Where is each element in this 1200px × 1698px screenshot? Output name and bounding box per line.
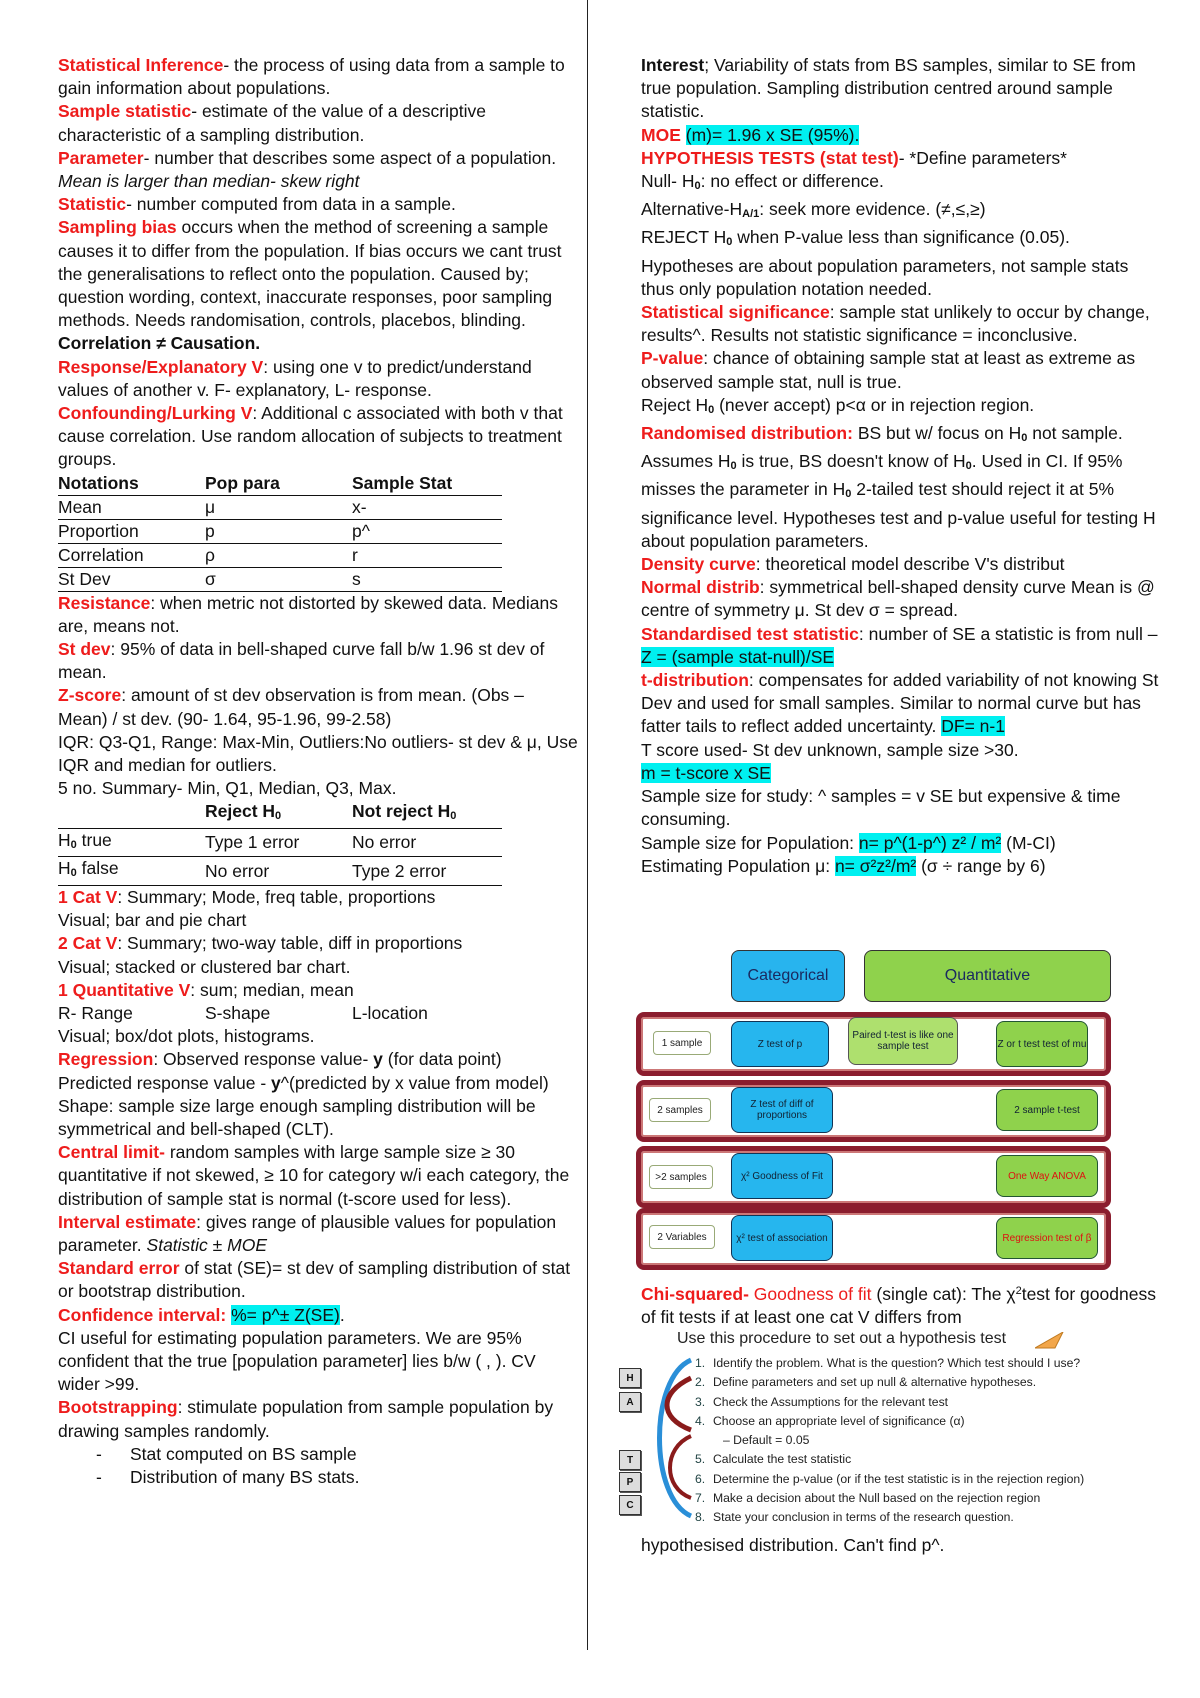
categorical-header: Categorical — [731, 950, 845, 1002]
definition-chi-squared: Chi-squared- Goodness of fit (single cat): The $\chi^2test$ for goodness of fit tests if at least one cat V differs from — [641, 1284, 1156, 1328]
definition-interest: Interest; Variability of stats from BS samples, similar to SE from true population. Sampling distribution centred around sample statistic. — [641, 55, 1136, 122]
bootstrapping-list — [58, 1443, 578, 1489]
definition-statistic: Statistic- number computed from data in a sample. — [58, 194, 456, 215]
row-label: 2 Variables — [649, 1225, 715, 1249]
letter-p-icon: P — [619, 1472, 641, 1492]
table-header-row — [58, 472, 502, 496]
definition-standardised-test-statistic: Standardised test statistic: number of SE a statistic is from null – Z = (sample stat-null)/SE — [641, 623, 1158, 667]
quantitative-test: Paired t-test is like one sample test — [848, 1017, 958, 1065]
definition-response: Response/Explanatory V: using one v to predict/understand values of another v. F- explanatory, L- response. — [58, 356, 532, 400]
definition-resistance: Resistance: when metric not distorted by skewed data. Medians are, means not. — [58, 592, 558, 636]
definition-normal-distrib: Normal distrib: symmetrical bell-shaped density curve Mean is @ centre of symmetry μ. St dev σ = spread. — [641, 577, 1155, 621]
hypothesis-tests: HYPOTHESIS TESTS (stat test)- *Define parameters* Null- H0: no effect or difference. Alternative-HA/1: seek more evidence. (≠,≤,≥) REJECT H0 when P-value less than significance (0.05). Hypotheses are about population parameters, not sample stats thus only population notation needed. — [641, 147, 1129, 299]
procedure-step: 8. State your conclusion in terms of the research question. — [695, 1510, 1014, 1525]
procedure-step: 5. Calculate the test statistic — [695, 1452, 852, 1467]
procedure-step: 4. Choose an appropriate level of significance (α) — [695, 1413, 965, 1428]
definition-st-dev: St dev: 95% of data in bell-shaped curve fall b/w 1.96 st dev of mean. — [58, 639, 545, 683]
five-number-summary: 5 no. Summary- Min, Q1, Median, Q3, Max. — [58, 778, 397, 799]
letter-h-icon: H — [619, 1368, 641, 1388]
procedure-step: 1. Identify the problem. What is the question? Which test should I use? — [695, 1356, 1081, 1370]
table-cell: p^ — [352, 519, 502, 543]
table-cell: x- — [352, 495, 502, 519]
table-row — [58, 857, 502, 886]
diagram-row-2-variables — [636, 1208, 1111, 1270]
table-header: Not reject H0 — [352, 800, 502, 828]
quantitative-test: Z or t test test of mu — [996, 1021, 1088, 1067]
chi-squared-block — [641, 1280, 1163, 1329]
diagram-row-2-samples — [636, 1080, 1111, 1142]
notation-table — [58, 472, 502, 592]
categorical-test: Z test of diff of proportions — [731, 1087, 833, 1133]
table-row — [58, 495, 502, 519]
definition-density-curve: Density curve: theoretical model describe V's distribut — [641, 554, 1065, 575]
procedure-step: 7. Make a decision about the Null based on the rejection region — [695, 1491, 1041, 1506]
letter-c-icon: C — [619, 1495, 641, 1515]
sample-size-study: Sample size for study: ^ samples = v SE but expensive & time consuming. — [641, 786, 1121, 830]
procedure-arcs-icon — [639, 1348, 699, 1528]
table-cell: Proportion — [58, 519, 205, 543]
table-cell: Correlation — [58, 543, 205, 567]
regression-section: Regression: Observed response value- y (for data point) Predicted response value - y^(predicted by x value from model) Shape: sample size large enough sampling distribution will be symmetrical and bell-shaped (CLT). — [58, 1049, 549, 1140]
quantitative-test: One Way ANOVA — [996, 1155, 1098, 1197]
table-header: Reject H0 — [205, 800, 352, 828]
categorical-test: χ² Goodness of Fit — [731, 1153, 833, 1199]
right-column — [641, 54, 1163, 878]
error-table — [58, 800, 502, 886]
table-cell: σ — [205, 567, 352, 591]
table-cell: Mean — [58, 495, 205, 519]
definition-standard-error: Standard error of stat (SE)= st dev of sampling distribution of stat or bootstrap distribution. — [58, 1258, 571, 1302]
letter-t-icon: T — [619, 1450, 641, 1470]
table-cell: No error — [205, 857, 352, 886]
table-cell: St Dev — [58, 567, 205, 591]
definition-parameter: Parameter- number that describes some aspect of a population. Mean is larger than median- skew right — [58, 147, 557, 192]
row-label: 1 sample — [653, 1031, 711, 1055]
table-header: Pop para — [205, 472, 352, 496]
hypothesised-distribution-text: hypothesised distribution. Can't find p^. — [641, 1535, 945, 1555]
table-cell: s — [352, 567, 502, 591]
row-label: 2 samples — [649, 1098, 711, 1122]
quantitative-header: Quantitative — [864, 950, 1111, 1002]
table-row — [58, 543, 502, 567]
definition-z-score: Z-score: amount of st dev observation is from mean. (Obs – Mean) / st dev. (90- 1.64, 95-1.96, 99-2.58) — [58, 685, 524, 729]
left-column — [58, 54, 578, 1489]
procedure-title: Use this procedure to set out a hypothesis test — [677, 1330, 1007, 1347]
row-label: >2 samples — [649, 1165, 713, 1189]
definition-central-limit: Central limit- random samples with large sample size ≥ 30 quantitative if not skewed, ≥ 10 for category w/i each category, the distribution of sample stat is normal (t-score used for less). — [58, 1142, 570, 1209]
test-selection-diagram — [636, 950, 1111, 1270]
table-cell: μ — [205, 495, 352, 519]
quantitative-test: Regression test of β — [996, 1217, 1098, 1259]
hypothesis-procedure — [617, 1330, 1117, 1526]
iqr-text: IQR: Q3-Q1, Range: Max-Min, Outliers:No outliers- st dev & μ, Use IQR and median for outliers. — [58, 731, 578, 776]
definition-confidence-interval: Confidence interval: %= p^± Z(SE). CI useful for estimating population parameters. We are 95% confident that the true [population parameter] lies b/w ( , ). CV wider >99. — [58, 1304, 536, 1395]
procedure-step: 3. Check the Assumptions for the relevant test — [695, 1394, 949, 1409]
table-cell: r — [352, 543, 502, 567]
categorical-test: Z test of p — [731, 1021, 829, 1067]
table-header: Sample Stat — [352, 472, 502, 496]
procedure-steps — [695, 1354, 1084, 1528]
table-row — [58, 828, 502, 857]
categorical-test: χ² test of association — [731, 1215, 833, 1261]
definition-t-distribution: t-distribution: compensates for added variability of not knowing St Dev and used for small samples. Similar to normal curve but has fatter tails to reflect added uncertainty. DF= n-1 T score used- St dev unknown, sample size >30. m = t-score x SE — [641, 670, 1159, 783]
sample-size-population: Sample size for Population: n= p^(1-p^) z² / m² (M-CI) — [641, 832, 1056, 853]
procedure-step: 2. Define parameters and set up null & alternative hypotheses. — [695, 1375, 1037, 1390]
definition-randomised-distribution: Randomised distribution: BS but w/ focus on H0 not sample. Assumes H0 is true, BS doesn't know of H0. Used in CI. If 95% misses the parameter in H0 2-tailed test should reject it at 5% significance level. Hypotheses test and p-value useful for testing H about population parameters. — [641, 423, 1156, 551]
table-row — [58, 519, 502, 543]
diagram-row-more-samples — [636, 1146, 1111, 1208]
table-cell: Type 1 error — [205, 828, 352, 857]
cat2-section: 2 Cat V: Summary; two-way table, diff in proportions Visual; stacked or clustered bar chart. — [58, 933, 463, 977]
list-item: - Distribution of many BS stats. — [96, 1466, 578, 1489]
diagram-row-1-sample — [636, 1012, 1111, 1076]
table-cell: No error — [352, 828, 502, 857]
procedure-step: 6. Determine the p-value (or if the test statistic is in the rejection region) — [695, 1471, 1085, 1486]
table-cell: ρ — [205, 543, 352, 567]
table-header: Notations — [58, 472, 205, 496]
table-cell: H0 false — [58, 857, 205, 886]
cat1-section: 1 Cat V: Summary; Mode, freq table, proportions Visual; bar and pie chart — [58, 886, 436, 931]
column-divider — [587, 0, 588, 1650]
list-item: - Stat computed on BS sample — [96, 1443, 578, 1466]
table-cell: Type 2 error — [352, 857, 502, 886]
definition-moe: MOE (m)= 1.96 x SE (95%). — [641, 124, 860, 145]
quant1-section: 1 Quantitative V: sum; median, mean R- Range S-shape L-location Visual; box/dot plots, histograms. — [58, 979, 428, 1047]
definition-sample-statistic: Sample statistic- estimate of the value of a descriptive characteristic of a sampling distribution. — [58, 101, 486, 145]
quantitative-test: 2 sample t-test — [996, 1089, 1098, 1131]
definition-interval-estimate: Interval estimate: gives range of plausible values for population parameter. Statistic ± MOE — [58, 1211, 557, 1256]
table-header-row — [58, 800, 502, 828]
table-cell: p — [205, 519, 352, 543]
definition-statistical-significance: Statistical significance: sample stat unlikely to occur by change, results^. Results not statistic significance = inconclusive. — [641, 302, 1150, 346]
definition-statistical-inference: Statistical Inference- the process of using data from a sample to gain information about populations. — [58, 55, 565, 99]
estimating-population-mu: Estimating Population μ: n= σ²z²/m² (σ ÷ range by 6) — [641, 855, 1046, 876]
definition-bootstrapping: Bootstrapping: stimulate population from sample population by drawing samples randomly. — [58, 1397, 554, 1441]
definition-p-value: P-value: chance of obtaining sample stat at least as extreme as observed sample stat, null is true. Reject H0 (never accept) p<α or in rejection region. — [641, 348, 1136, 416]
letter-a-icon: A — [619, 1392, 641, 1412]
procedure-step: – Default = 0.05 — [723, 1433, 810, 1448]
definition-sampling-bias: Sampling bias occurs when the method of screening a sample causes it to differ from the population. If bias occurs we cant trust the generalisations to reflect onto the population. Caused by; question wording, context, inaccurate responses, poor sampling methods. Needs randomisation, controls, placebos, blinding. Correlation ≠ Causation. — [58, 217, 562, 354]
pointer-arrow-icon — [1035, 1332, 1065, 1350]
table-cell: H0 true — [58, 828, 205, 857]
table-row — [58, 567, 502, 591]
table-header — [58, 800, 205, 828]
definition-confounding: Confounding/Lurking V: Additional c associated with both v that cause correlation. Use random allocation of subjects to treatment groups. — [58, 403, 563, 470]
